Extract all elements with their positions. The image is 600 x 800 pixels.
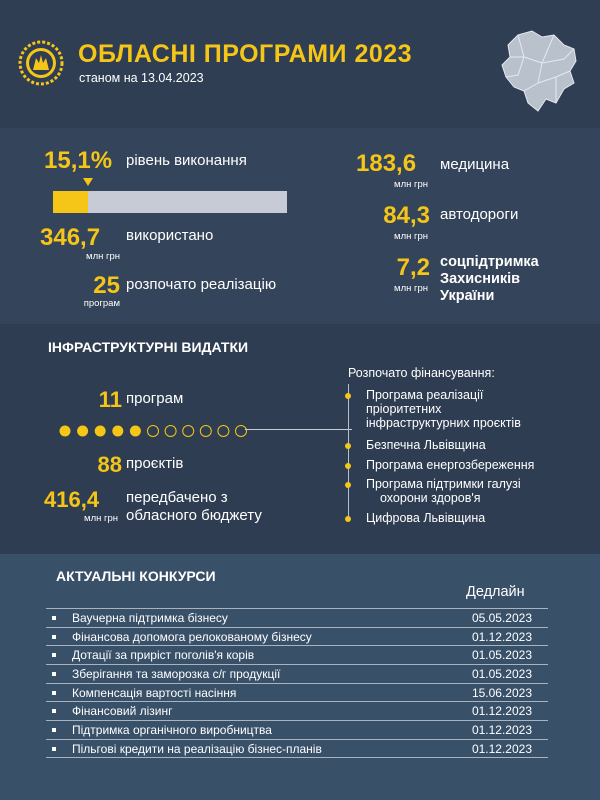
funded-program-line: пріоритетних	[366, 402, 442, 416]
table-row	[46, 664, 548, 683]
projects-label: проєктів	[126, 455, 184, 472]
table-row	[46, 683, 548, 702]
contest-name: Компенсація вартості насіння	[72, 685, 237, 700]
program-dot-filled	[77, 426, 88, 437]
support-unit: млн грн	[394, 283, 428, 294]
budget-label-line: обласного бюджету	[126, 507, 262, 524]
execution-percent: 15,1%	[44, 147, 113, 174]
projects-count: 88	[97, 452, 122, 477]
bullet-icon	[52, 616, 56, 620]
timeline-dot-icon	[345, 443, 351, 449]
budget-amount: 416,4	[44, 487, 100, 512]
region-map-icon	[498, 27, 580, 113]
execution-progress-fill	[53, 191, 88, 213]
contests-table	[46, 608, 548, 758]
funded-program-line: охорони здоров'я	[380, 491, 481, 505]
roads-unit: млн грн	[394, 231, 428, 242]
medicine-unit: млн грн	[394, 179, 428, 190]
funded-program-line: інфраструктурних проєктів	[366, 416, 521, 430]
timeline-dot-icon	[345, 463, 351, 469]
program-dot-empty	[200, 426, 211, 437]
funding-title: Розпочато фінансування:	[348, 366, 495, 380]
table-row	[46, 739, 548, 758]
funded-program-line: Програма реалізації	[366, 388, 484, 402]
timeline-dot-icon	[345, 393, 351, 399]
contest-name: Зберігання та заморозка с/г продукції	[72, 667, 281, 682]
execution-label: рівень виконання	[126, 152, 247, 169]
roads-label: автодороги	[440, 206, 519, 223]
program-dot-filled	[130, 426, 141, 437]
support-label-line: України	[440, 288, 495, 304]
support-label-line: Захисників	[440, 271, 521, 287]
funded-program-line: Цифрова Львівщина	[366, 511, 486, 525]
timeline-dot-icon	[345, 482, 351, 488]
contest-deadline: 15.06.2023	[471, 685, 532, 700]
support-amount: 7,2	[396, 254, 430, 281]
execution-progress-bar	[53, 191, 287, 213]
bullet-icon	[52, 747, 56, 751]
contest-name: Фінансовий лізинг	[72, 704, 173, 719]
contest-deadline: 05.05.2023	[471, 611, 532, 625]
page-subtitle: станом на 13.04.2023	[79, 71, 204, 85]
table-row	[46, 720, 548, 739]
table-row	[46, 608, 548, 627]
timeline-dot-icon	[345, 516, 351, 522]
bullet-icon	[52, 635, 56, 639]
roads-amount: 84,3	[383, 202, 430, 229]
started-unit: програм	[83, 298, 120, 309]
funded-program-item	[366, 438, 486, 452]
program-dot-empty	[183, 426, 194, 437]
funding-timeline-line	[348, 384, 349, 520]
program-dot-empty	[236, 426, 247, 437]
contest-deadline: 01.05.2023	[471, 667, 532, 682]
programs-label: програм	[126, 390, 184, 407]
funded-program-item	[366, 458, 534, 472]
contest-name: Фінансова допомога релокованому бізнесу	[72, 629, 312, 644]
support-label-line: соцпідтримка	[440, 254, 539, 270]
program-dot-filled	[60, 426, 71, 437]
bullet-icon	[52, 691, 56, 695]
contest-name: Ваучерна підтримка бізнесу	[72, 611, 228, 625]
bullet-icon	[52, 709, 56, 713]
progress-marker-icon	[83, 178, 93, 186]
program-dot-empty	[218, 426, 229, 437]
program-dot-filled	[112, 426, 123, 437]
program-dot-empty	[148, 426, 159, 437]
funded-program-item	[366, 477, 521, 505]
programs-count: 11	[98, 387, 122, 412]
table-row	[46, 627, 548, 646]
programs-dot-indicator	[58, 424, 248, 438]
used-amount: 346,7	[40, 224, 101, 251]
contest-deadline: 01.12.2023	[471, 741, 532, 756]
bullet-icon	[52, 728, 56, 732]
contest-deadline: 01.05.2023	[471, 648, 532, 663]
used-unit: млн грн	[86, 251, 120, 262]
medicine-amount: 183,6	[356, 150, 417, 177]
deadline-header: Дедлайн	[466, 584, 525, 600]
table-row	[46, 645, 548, 664]
budget-label-line: передбачено з	[126, 489, 228, 506]
contest-name: Підтримка органічного виробництва	[72, 723, 272, 738]
funded-program-line: Програма підтримки галузі	[366, 477, 521, 491]
funded-program-line: Програма енергозбереження	[366, 458, 535, 472]
connector-line	[245, 429, 352, 430]
funded-program-item	[366, 511, 485, 525]
program-dot-empty	[165, 426, 176, 437]
started-label: розпочато реалізацію	[126, 276, 277, 293]
contest-deadline: 01.12.2023	[471, 704, 532, 719]
contest-deadline: 01.12.2023	[471, 629, 532, 644]
medicine-label: медицина	[440, 156, 510, 173]
contests-title: АКТУАЛЬНІ КОНКУРСИ	[56, 568, 216, 584]
bullet-icon	[52, 672, 56, 676]
table-row	[46, 701, 548, 720]
page-title: ОБЛАСНІ ПРОГРАМИ 2023	[78, 40, 413, 68]
bullet-icon	[52, 653, 56, 657]
contest-name: Пільгові кредити на реалізацію бізнес-планів	[72, 741, 322, 756]
contest-deadline: 01.12.2023	[471, 723, 532, 738]
contest-name: Дотації за приріст поголів'я корів	[72, 648, 255, 663]
budget-unit: млн грн	[84, 513, 118, 524]
program-dot-filled	[95, 426, 106, 437]
started-count: 25	[93, 272, 120, 299]
infrastructure-title: ІНФРАСТРУКТУРНІ ВИДАТКИ	[48, 339, 249, 355]
funded-program-line: Безпечна Львівщина	[366, 438, 486, 452]
funded-program-item	[366, 388, 521, 430]
used-label: використано	[126, 227, 214, 244]
coat-of-arms-icon	[18, 40, 64, 86]
